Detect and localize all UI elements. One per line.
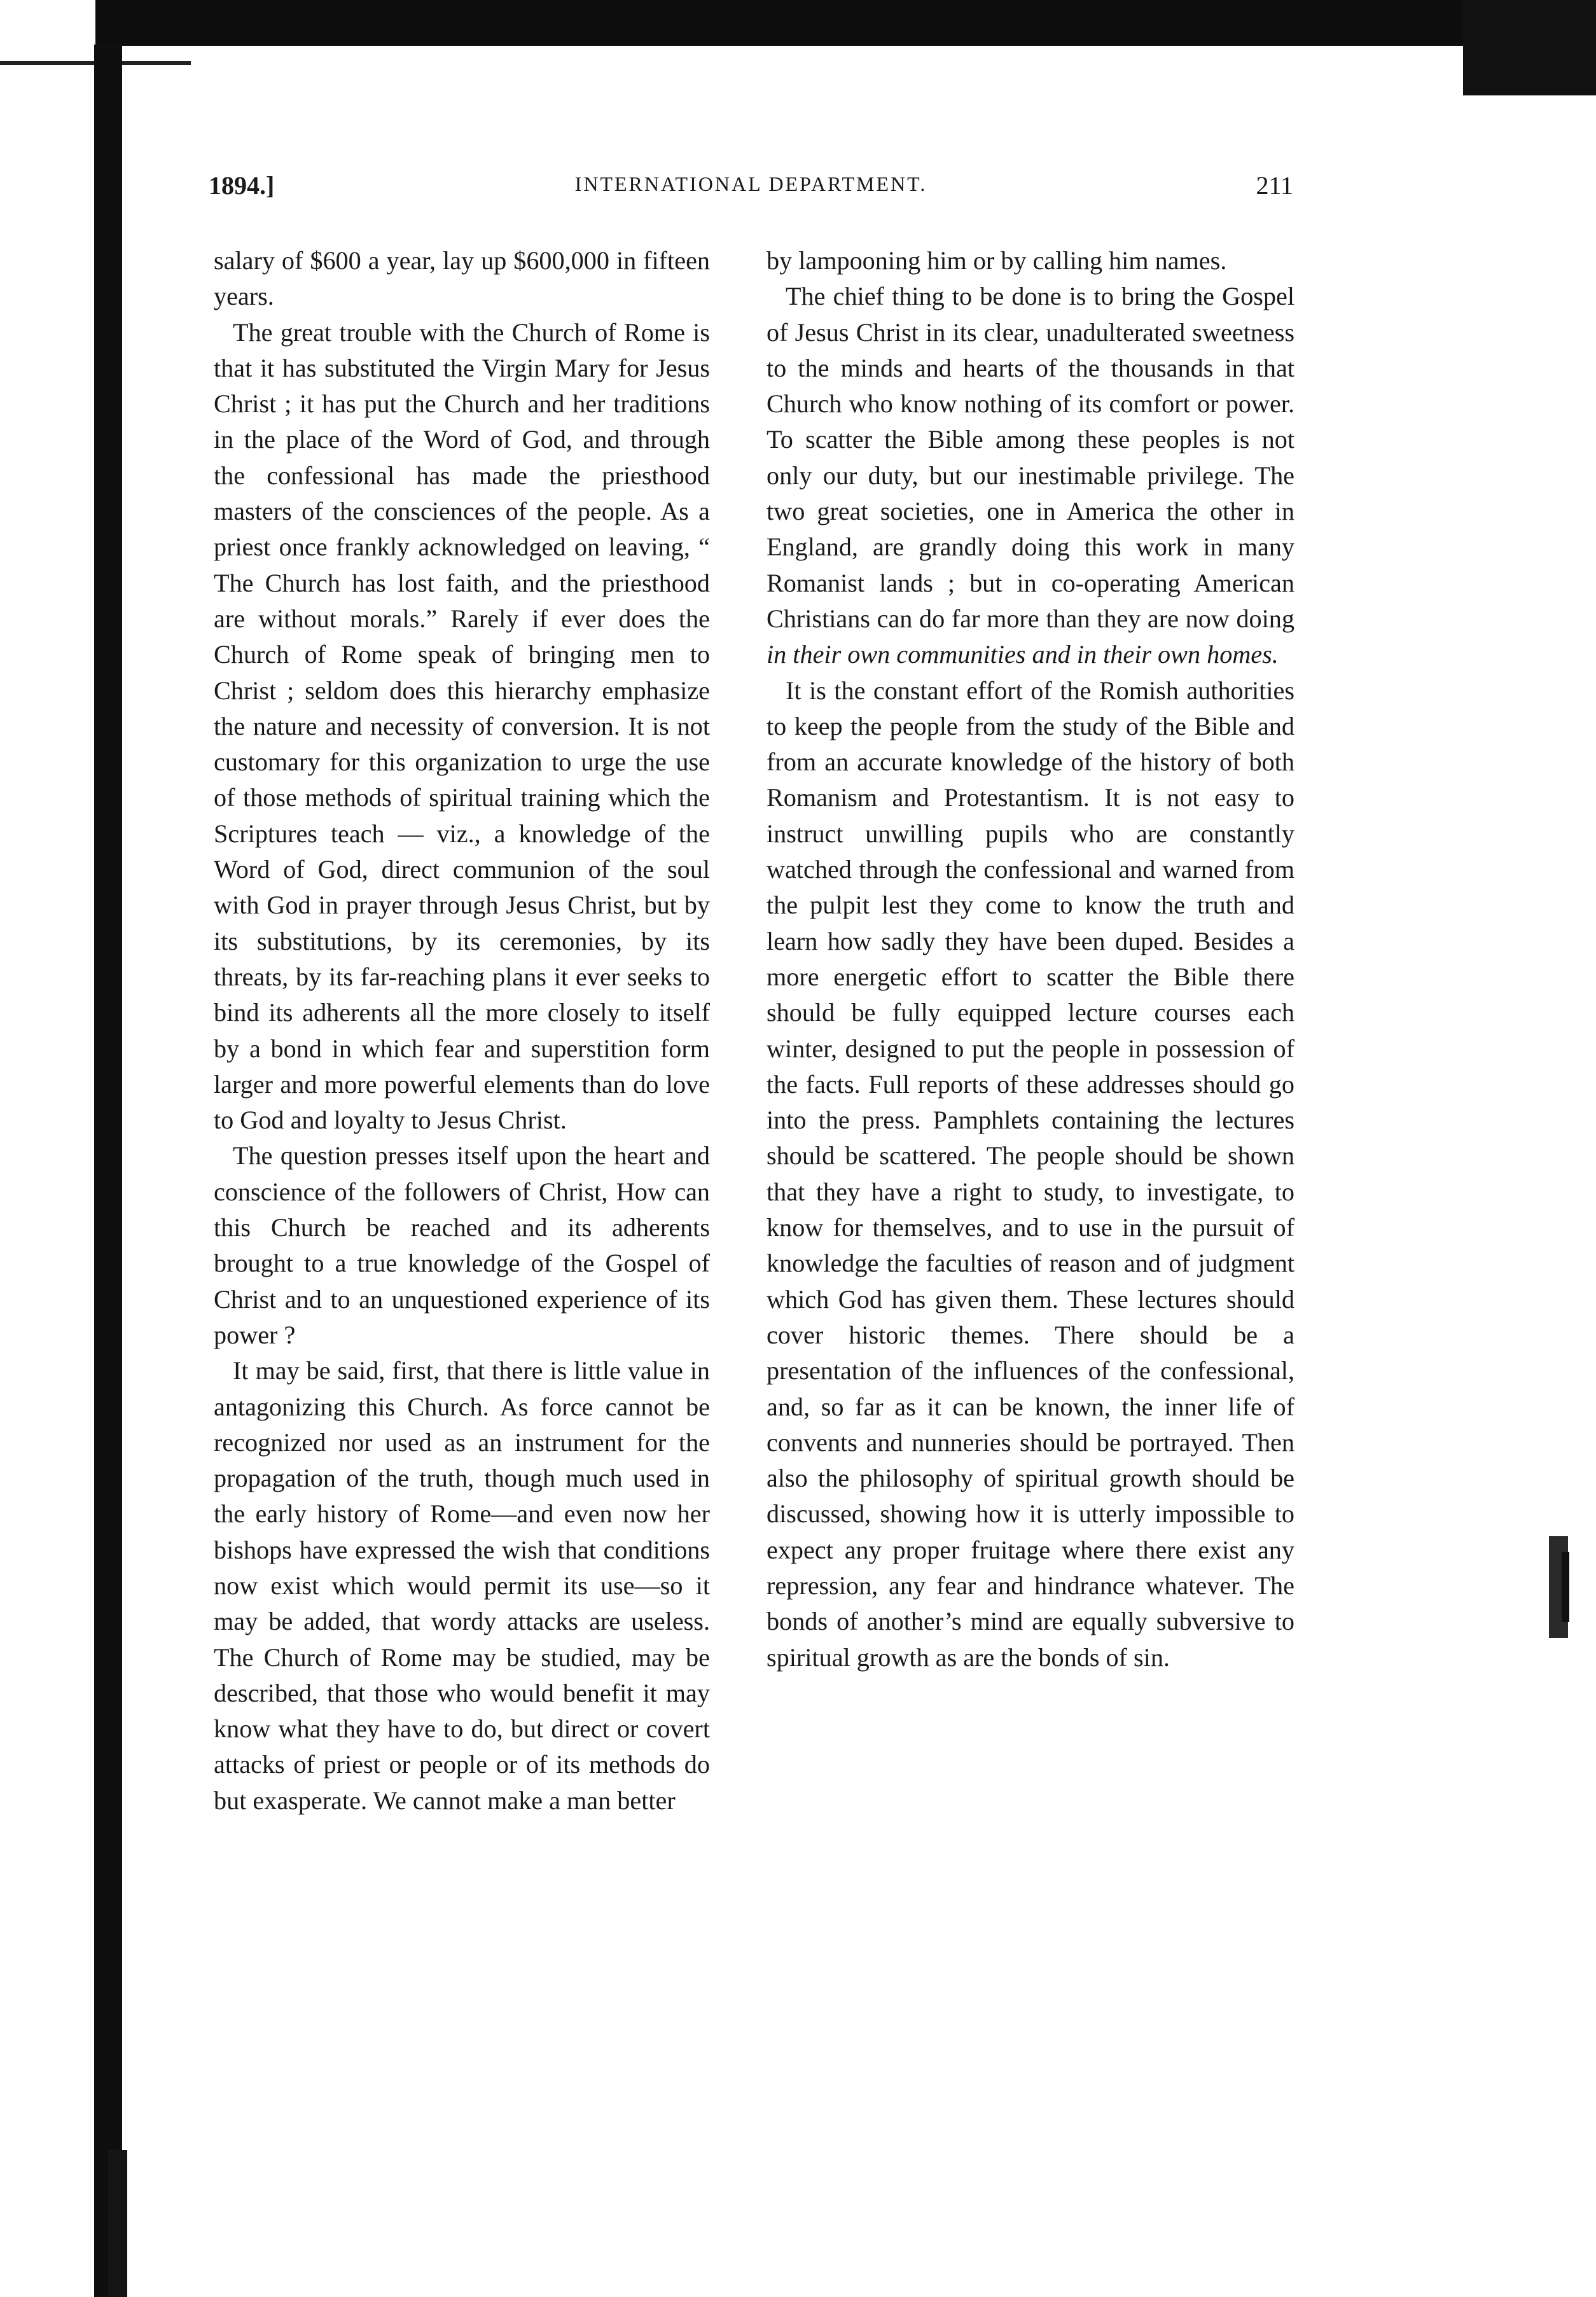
paragraph: by lampooning him or by calling him names.: [767, 246, 1227, 275]
book-spine-shadow: [94, 45, 122, 2297]
scan-edge-bleed-dark: [1562, 1552, 1569, 1622]
left-column: [214, 243, 710, 1819]
paragraph: It may be said, first, that there is little value in antagonizing this Church. As force cannot be recognized nor used as an instrument for the propagation of the truth, though much used in the early history of Rome—and even now her bishops have expressed the wish that conditions now exist which would permit its use—so it may be added, that wordy attacks are useless. The Church of Rome may be studied, may be described, that those who would benefit it may know what they have to do, but direct or covert attacks of priest or people or of its methods do but exasperate. We cannot make a man better: [214, 1356, 710, 1815]
italic-emphasis: in their own communities and in their own homes.: [767, 640, 1279, 669]
right-column: [767, 243, 1294, 1676]
paragraph: salary of $600 a year, lay up $600,000 in fifteen years.: [214, 246, 710, 311]
paragraph: The great trouble with the Church of Rome is that it has substituted the Virgin Mary for Jesus Christ ; it has put the Church and her traditions in the place of the Word of God, and through the confessional has made the priesthood masters of the consciences of the people. As a priest once frankly acknowledged on leaving, “ The Church has lost faith, and the priesthood are without morals.” Rarely if ever does the Church of Rome speak of bringing men to Christ ; seldom does this hierarchy emphasize the nature and necessity of conversion. It is not customary for this organization to urge the use of those methods of spiritual training which the Scriptures teach — viz., a knowledge of the Word of God, direct communion of the soul with God in prayer through Jesus Christ, but by its substitutions, by its ceremonies, by its threats, by its far-reaching plans it ever seeks to bind its adherents all the more closely to itself by a bond in which fear and superstition form larger and more powerful elements than do love to God and loyalty to Jesus Christ.: [214, 317, 710, 1135]
running-head: [209, 170, 1293, 206]
paragraph: It is the constant effort of the Romish authorities to keep the people from the study of the Bible and from an accurate knowledge of the history of both Romanism and Protestantism. It is not easy to instruct unwilling pupils who are constantly watched through the confessional and warned from the pulpit lest they come to know the truth and learn how sadly they have been duped. Besides a more energetic effort to scatter the Bible there should be fully equipped lecture courses each winter, designed to put the people in possession of the facts. Full reports of these addresses should go into the press. Pamphlets containing the lectures should be scattered. The people should be shown that they have a right to study, to investigate, to know for themselves, and to use in the pursuit of knowledge the faculties of reason and of judgment which God has given them. These lectures should cover historic themes. There should be a presentation of the influences of the confessional, and, so far as it can be known, the inner life of convents and nunneries should be portrayed. Then also the philosophy of spiritual growth should be discussed, showing how it is utterly impossible to expect any proper fruitage where there exist any repression, any fear and hindrance whatever. The bonds of another’s mind are equally subversive to spiritual growth as are the bonds of sin.: [767, 676, 1294, 1672]
header-title: INTERNATIONAL DEPARTMENT.: [574, 172, 927, 195]
paragraph-text: The chief thing to be done is to bring the Gospel of Jesus Christ in its clear, unadulterated sweetness to the minds and hearts of the thousands in that Church who know nothing of its comfort or power. To scatter the Bible among these peoples is not only our duty, but our inestimable privilege. The two great societies, one in America the other in England, are grandly doing this work in many Romanist lands ; but in co-operating American Christians can do far more than they are now doing: [767, 282, 1294, 633]
scan-corner-shadow: [1463, 0, 1596, 95]
paragraph: [767, 279, 1294, 672]
book-spine-shadow-lower: [108, 2150, 127, 2297]
page-number: 211: [1256, 171, 1293, 200]
header-year: 1894.]: [209, 171, 275, 200]
paragraph: The question presses itself upon the heart and conscience of the followers of Christ, How can this Church be reached and its adherents brought to a true knowledge of the Gospel of Christ and to an unquestioned experience of its power ?: [214, 1141, 710, 1349]
scan-top-dark-band: [95, 0, 1495, 46]
